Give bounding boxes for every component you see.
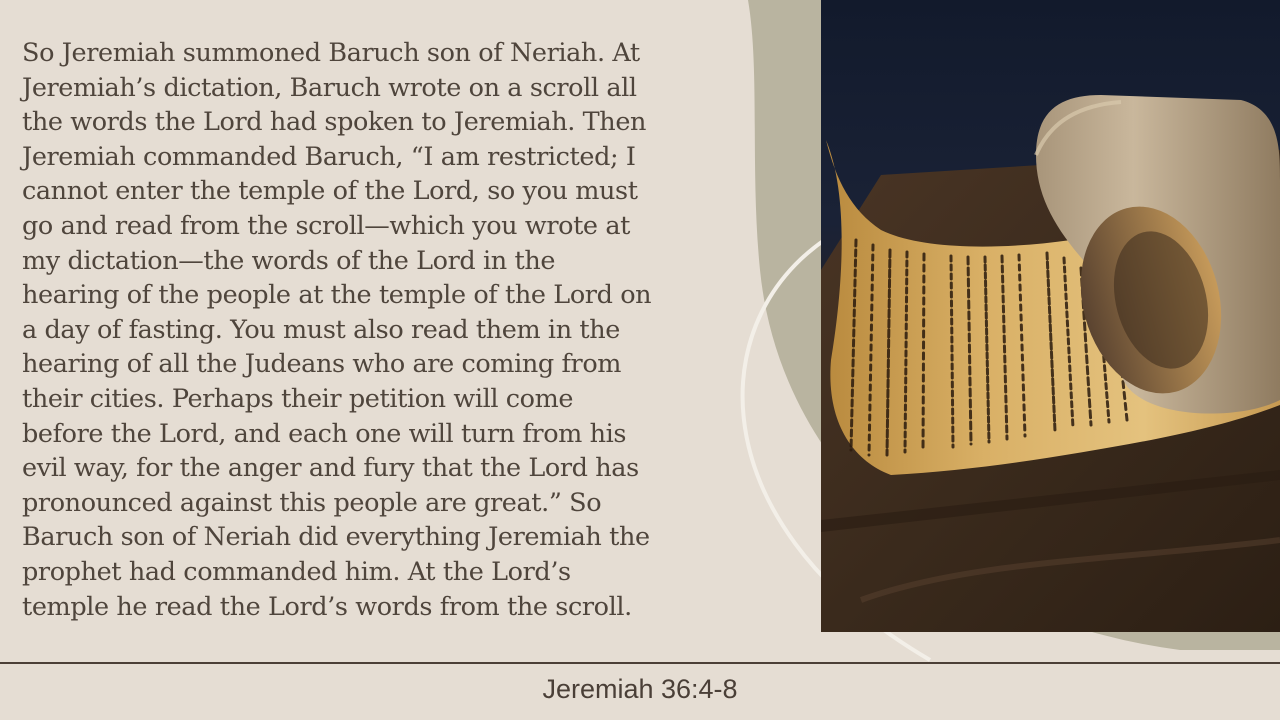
- scripture-passage: So Jeremiah summoned Baruch son of Neriah. At Jeremiah’s dictation, Baruch wrote on a scroll all the words the Lord had spoken to Jeremiah. Then Jeremiah commanded Baruch, “I am restricted; I cannot enter the temple of the Lord, so you must go and read from the scroll—which you wrote at my dictation—the words of the Lord in the hearing of the people at the temple of the Lord on a day of fasting. You must also read them in the hearing of all the Judeans who are coming from their cities. Perhaps their petition will come before the Lord, and each one will turn from his evil way, for the anger and fury that the Lord has pronounced against this people are great.” So Baruch son of Neriah did everything Jeremiah the prophet had commanded him. At the Lord’s temple he read the Lord’s words from the scroll.: [22, 38, 652, 622]
- scripture-reference-text: Jeremiah 36:4-8: [542, 674, 738, 704]
- footer-divider: [0, 662, 1280, 664]
- scripture-reference: [0, 671, 1280, 707]
- scroll-photo: [821, 0, 1280, 632]
